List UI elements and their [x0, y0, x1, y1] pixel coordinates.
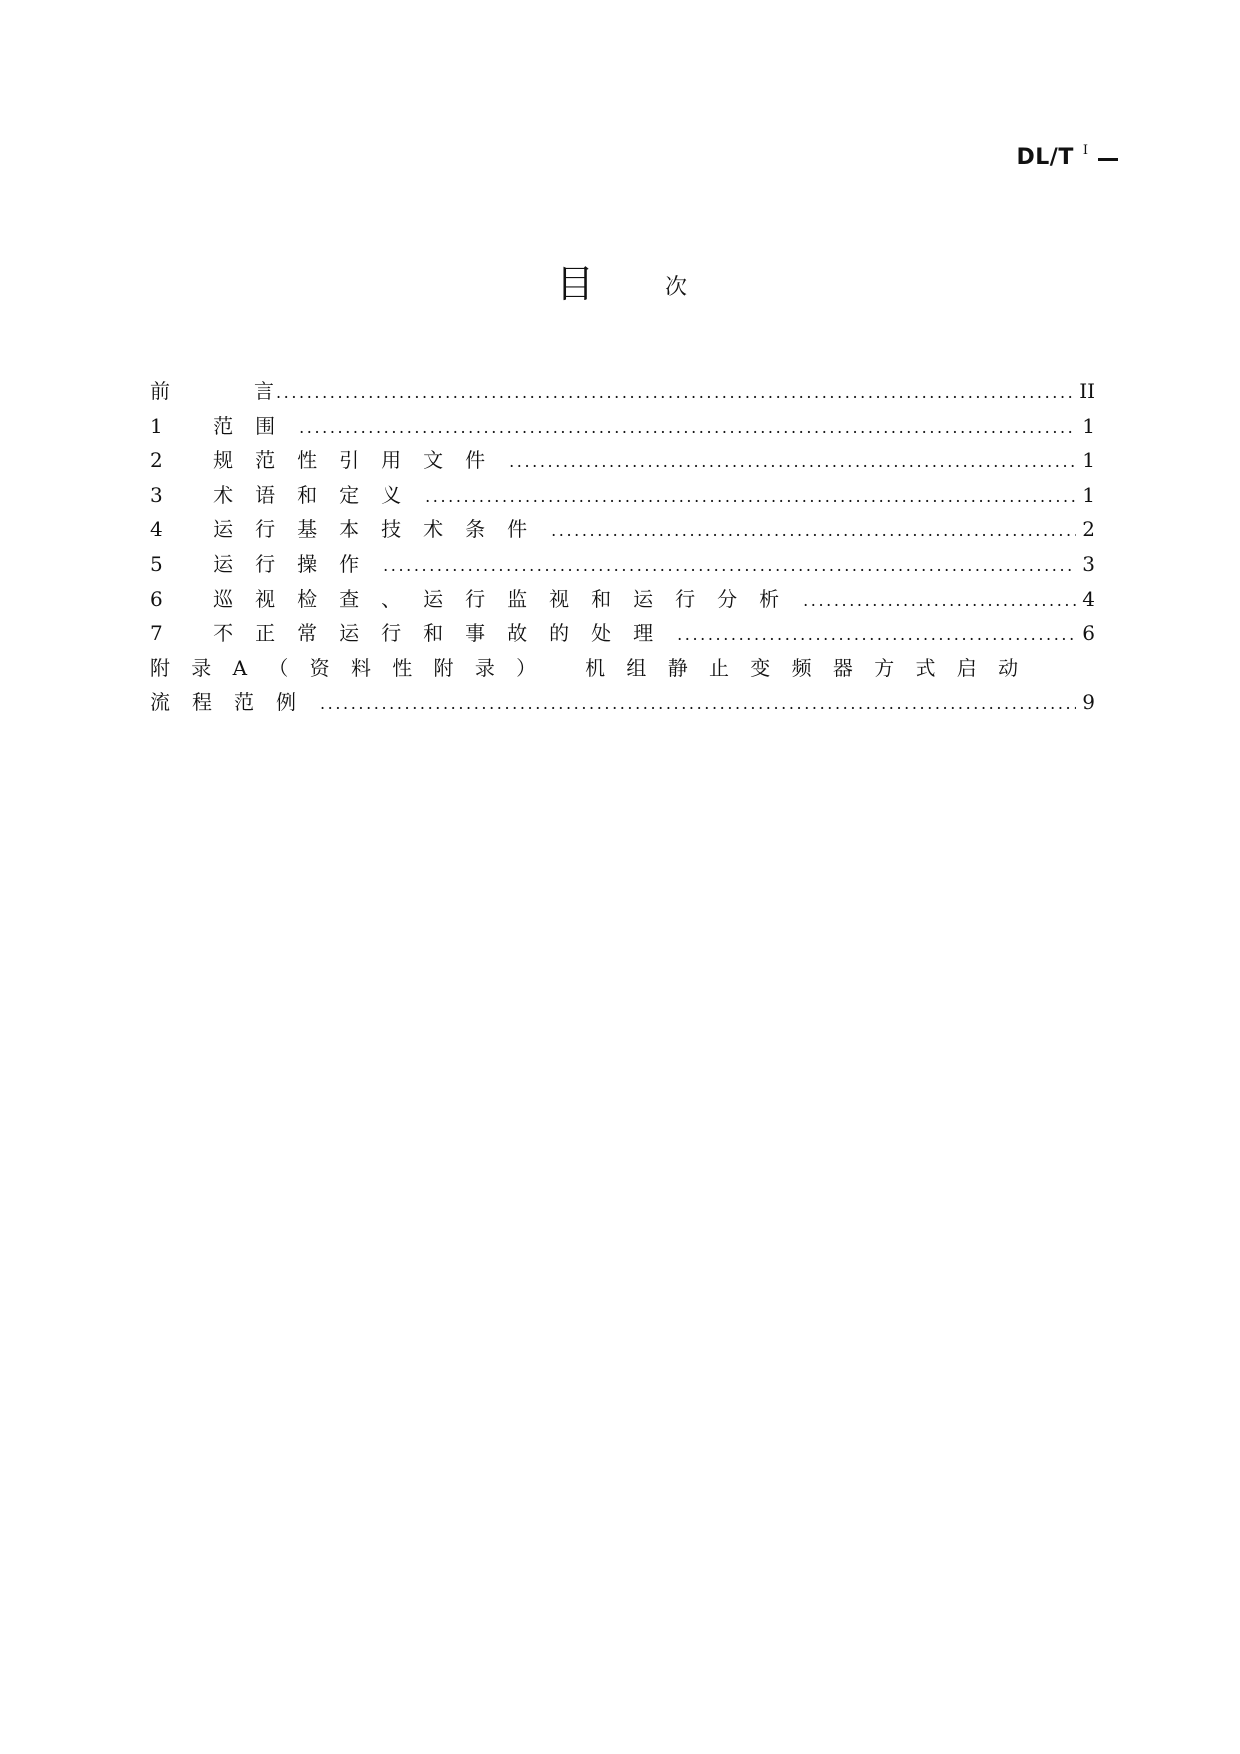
- page-header: [1017, 144, 1118, 172]
- toc-page: 2: [1082, 517, 1095, 542]
- title-char-main: 目: [556, 262, 595, 306]
- toc-title: [0, 262, 1240, 312]
- header-dash: [1098, 158, 1118, 161]
- toc-leader: [677, 618, 1076, 652]
- toc-entry-2[interactable]: [150, 443, 1095, 478]
- toc-leader: [425, 480, 1076, 514]
- toc-label: 1 范围: [150, 413, 298, 438]
- toc-label: [150, 374, 274, 408]
- toc-entry-appendix-a-continued[interactable]: [150, 685, 1095, 720]
- toc-label-preface-2: 言: [254, 379, 274, 403]
- toc-label: 4 运行基本技术条件: [150, 517, 550, 542]
- toc-label-preface-1: 前: [150, 379, 170, 403]
- page-number-roman: I: [1082, 143, 1088, 158]
- toc-page: 6: [1082, 621, 1095, 646]
- toc-page: 3: [1082, 551, 1095, 576]
- toc-leader: [320, 687, 1076, 721]
- toc-page: II: [1079, 379, 1095, 403]
- toc-page: 1: [1082, 448, 1095, 473]
- toc-entry-1[interactable]: [150, 409, 1095, 444]
- toc-label: 2 规范性引用文件: [150, 448, 508, 473]
- standard-code: DL/T: [1016, 145, 1074, 170]
- toc-entry-6[interactable]: [150, 582, 1095, 617]
- toc-label: 5 运行操作: [150, 551, 382, 576]
- toc-page: 9: [1082, 690, 1095, 715]
- toc-leader: [383, 549, 1076, 583]
- toc-leader: [509, 445, 1076, 479]
- toc-entry-4[interactable]: [150, 512, 1095, 547]
- toc-leader: [276, 376, 1073, 410]
- title-char-sub: 次: [665, 275, 688, 300]
- toc-leader: [803, 584, 1076, 618]
- toc-label: 附录A（资料性附录） 机组静止变频器方式启动: [150, 655, 1040, 680]
- toc-page: 1: [1082, 482, 1095, 507]
- table-of-contents: [150, 374, 1095, 720]
- toc-entry-3[interactable]: [150, 478, 1095, 513]
- toc-entry-7[interactable]: [150, 616, 1095, 651]
- toc-label: 6 巡视检查、运行监视和运行分析: [150, 586, 802, 611]
- toc-label: 7 不正常运行和事故的处理: [150, 621, 676, 646]
- toc-page: 1: [1082, 413, 1095, 438]
- toc-page: 4: [1082, 586, 1095, 611]
- toc-entry-preface[interactable]: [150, 374, 1095, 409]
- toc-entry-appendix-a[interactable]: [150, 651, 1095, 686]
- toc-label: 3 术语和定义: [150, 482, 424, 507]
- toc-leader: [299, 411, 1076, 445]
- toc-label-continuation: 流程范例: [150, 690, 318, 715]
- toc-leader: [551, 514, 1076, 548]
- toc-entry-5[interactable]: [150, 547, 1095, 582]
